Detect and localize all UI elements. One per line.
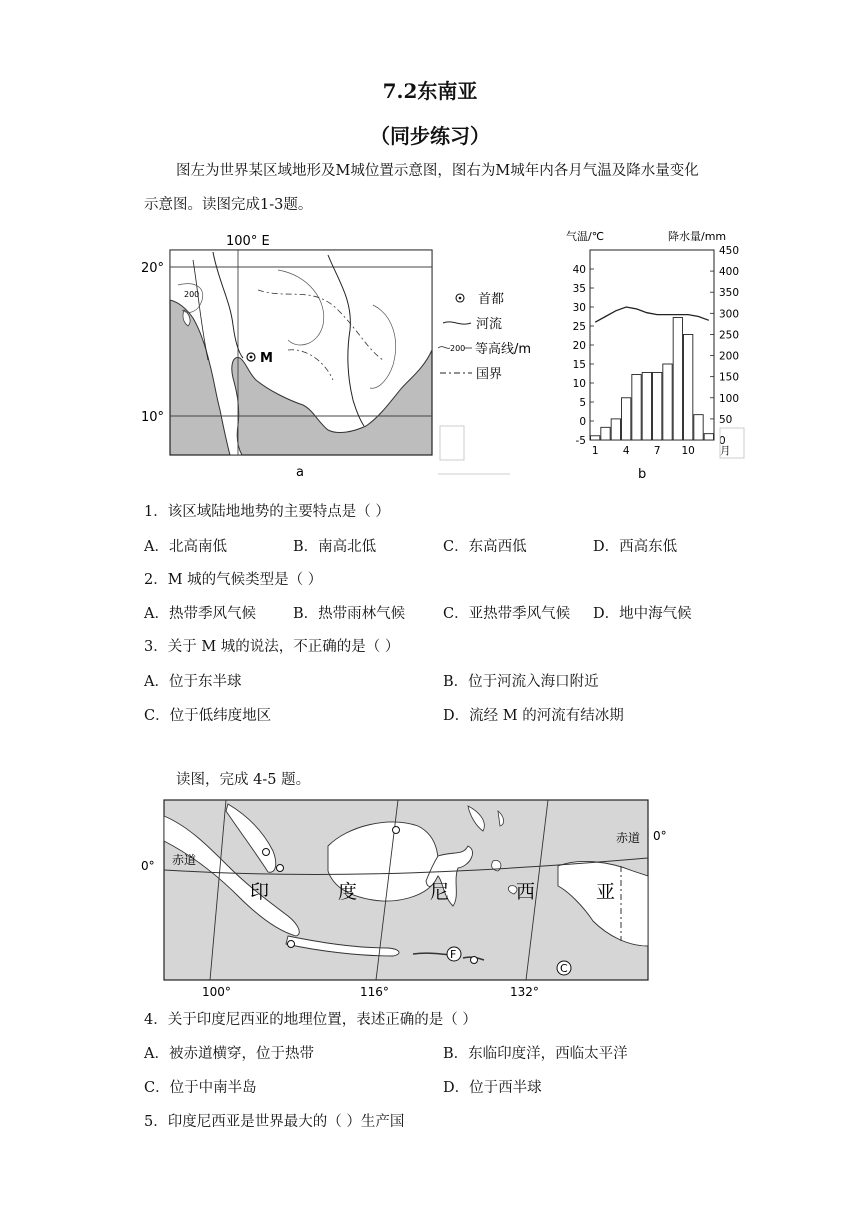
precip-bar [601, 427, 610, 440]
plot-frame [590, 250, 714, 440]
left-tick-label: 40 [572, 264, 586, 276]
legend-river: 河流 [476, 317, 503, 332]
q1-option-b: B．南高北低 [293, 539, 377, 555]
zero-label-right: 0° [653, 829, 667, 843]
mark-f: F [450, 948, 457, 961]
legend-river-icon [443, 322, 471, 324]
x-ticks [592, 445, 731, 457]
map-indochina [138, 230, 558, 490]
legend-contour-sample: 200 [450, 344, 466, 353]
country-char-2: 度 [338, 881, 358, 903]
legend-contour-icon [438, 347, 450, 349]
left-tick-label: 10 [572, 378, 586, 390]
precip-bar [622, 398, 631, 440]
map-a-caption: a [296, 465, 304, 480]
precip-bar [632, 375, 641, 440]
zero-label-left: 0° [141, 859, 155, 873]
left-ticks [573, 264, 594, 447]
right-axis-title: 降水量/mm [668, 230, 727, 243]
country-char-3: 尼 [430, 881, 450, 903]
precip-bar [694, 415, 703, 440]
right-tick-label: 400 [719, 266, 740, 279]
intro-2: 读图，完成 4-5 题。 [176, 772, 311, 788]
q2-option-a: A．热带季风气候 [144, 606, 256, 622]
lat-10-label: 10° [141, 410, 165, 425]
left-tick-label: 30 [572, 302, 586, 314]
left-tick-label: 20 [572, 340, 586, 352]
question-2: 2．M 城的气候类型是（ ） [144, 572, 323, 588]
q2-option-c: C．亚热带季风气候 [443, 606, 571, 622]
lon-116-label: 116° [360, 985, 389, 999]
city-m-dot [250, 356, 253, 359]
precip-bar [704, 434, 713, 440]
right-tick-label: 250 [719, 329, 740, 342]
legend-contour: 等高线/m [475, 342, 532, 357]
q4-option-c: C．位于中南半岛 [144, 1080, 257, 1096]
country-char-4: 西 [516, 881, 536, 903]
capital-icon-2 [277, 865, 284, 872]
city-m-label: M [260, 351, 273, 366]
precip-bar [663, 364, 672, 440]
left-tick-label: 0 [579, 416, 586, 428]
legend-border: 国界 [476, 367, 503, 382]
q4-option-b: B．东临印度洋，西临太平洋 [443, 1046, 628, 1062]
x-unit-label: 月 [720, 445, 731, 457]
right-tick-label: 200 [719, 350, 740, 363]
x-tick-label: 4 [622, 445, 630, 457]
mark-c: C [560, 962, 568, 975]
capital-icon-1 [263, 849, 270, 856]
precip-bar [684, 334, 693, 440]
lat-20-label: 20° [141, 261, 165, 276]
right-tick-label: 450 [719, 245, 740, 257]
climate-chart [560, 228, 750, 488]
q3-option-d: D．流经 M 的河流有结冰期 [443, 708, 624, 724]
page-title: 7.2东南亚 [382, 79, 478, 103]
capital-icon-3 [393, 827, 400, 834]
right-tick-label: 50 [719, 413, 733, 426]
x-tick-label: 1 [591, 445, 599, 457]
intro-line-1: 图左为世界某区域地形及M城位置示意图，图右为M城年内各月气温及降水量变化 [176, 163, 699, 179]
precip-bar [591, 436, 600, 440]
right-tick-label: 150 [719, 371, 740, 384]
left-tick-label: 15 [572, 359, 586, 371]
equator-label-left: 赤道 [172, 853, 197, 867]
left-axis-title: 气温/℃ [566, 230, 605, 243]
country-char-1: 印 [250, 881, 270, 903]
q1-option-a: A．北高南低 [144, 539, 227, 555]
capital-icon-dili [471, 957, 478, 964]
question-1: 1．该区域陆地地势的主要特点是（ ） [144, 504, 390, 520]
x-tick-label: 10 [681, 445, 695, 457]
question-4: 4．关于印度尼西亚的地理位置，表述正确的是（ ） [144, 1012, 477, 1028]
lon-132-label: 132° [510, 985, 539, 999]
equator-label-right: 赤道 [616, 831, 641, 845]
country-char-5: 亚 [596, 881, 616, 903]
lon-label: 100° E [226, 234, 270, 249]
page-subtitle: （同步练习） [370, 124, 490, 148]
right-tick-label: 100 [719, 392, 740, 405]
legend-capital-dot [459, 297, 462, 300]
precip-bar [673, 318, 682, 440]
q3-option-c: C．位于低纬度地区 [144, 708, 272, 724]
legend-capital: 首都 [478, 292, 505, 307]
chart-b-caption: b [638, 467, 647, 482]
question-3: 3．关于 M 城的说法，不正确的是（ ） [144, 639, 400, 655]
q1-option-d: D．西高东低 [593, 539, 678, 555]
q4-option-d: D．位于西半球 [443, 1080, 542, 1096]
map-indonesia [138, 796, 678, 1002]
lon-100-label: 100° [202, 985, 231, 999]
q3-option-b: B．位于河流入海口附近 [443, 674, 599, 690]
left-tick-label: 35 [572, 283, 586, 295]
capital-icon-jakarta [288, 941, 295, 948]
precip-bar [653, 372, 662, 440]
intro-line-2: 示意图。读图完成1-3题。 [144, 197, 313, 213]
precip-bar [642, 372, 651, 440]
q2-option-b: B．热带雨林气候 [293, 606, 406, 622]
q1-option-c: C．东高西低 [443, 539, 527, 555]
temperature-line [595, 307, 709, 322]
right-tick-label: 300 [719, 308, 740, 321]
blank-box [440, 426, 464, 460]
contour-200-label: 200 [184, 290, 200, 299]
left-tick-label: -5 [575, 435, 586, 447]
q3-option-a: A．位于东半球 [144, 674, 242, 690]
precip-bar [611, 419, 620, 440]
right-tick-label: 0 [719, 435, 726, 447]
left-tick-label: 25 [572, 321, 586, 333]
left-tick-label: 5 [579, 397, 586, 409]
question-5: 5．印度尼西亚是世界最大的（ ）生产国 [144, 1114, 405, 1130]
x-tick-label: 7 [653, 445, 661, 457]
q2-option-d: D．地中海气候 [593, 606, 692, 622]
q4-option-a: A．被赤道横穿，位于热带 [144, 1046, 314, 1062]
right-tick-label: 350 [719, 287, 740, 300]
precip-bars [591, 318, 714, 440]
